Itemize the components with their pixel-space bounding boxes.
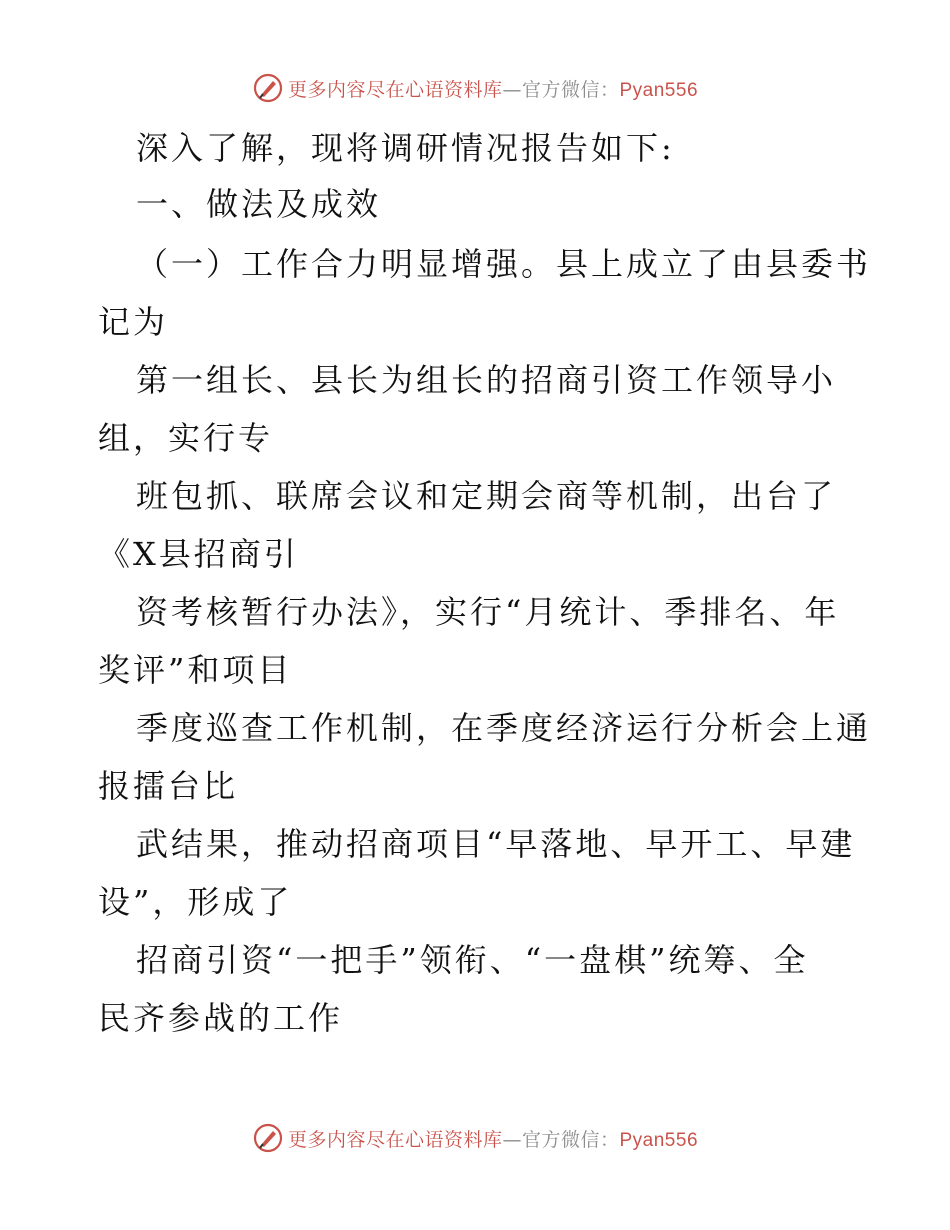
- body-line: 深入了解，现将调研情况报告如下:: [136, 129, 675, 167]
- watermark-site: 更多内容尽在心语资料库: [287, 78, 503, 101]
- body-line: 民齐参战的工作: [98, 999, 344, 1037]
- body-line: （一）工作合力明显增强。县上成立了由县委书: [136, 245, 872, 283]
- body-line: 第一组长、县长为组长的招商引资工作领导小: [136, 361, 837, 399]
- watermark-text: [288, 1125, 698, 1152]
- quill-logo-icon: [252, 72, 284, 104]
- section-heading: 一、做法及成效: [136, 185, 382, 223]
- watermark-wechat-id: Pyan556: [619, 79, 699, 101]
- quill-logo-icon: [252, 1122, 284, 1154]
- body-line: 报擂台比: [98, 767, 239, 805]
- footer-watermark: [0, 1122, 950, 1154]
- watermark-text: [288, 75, 698, 102]
- body-line: 记为: [98, 303, 169, 341]
- body-line: 设”，形成了: [98, 883, 293, 921]
- body-line: 招商引资“一把手”领衔、“一盘棋”统筹、全: [136, 941, 809, 979]
- watermark-official-label: 官方微信：: [521, 78, 620, 101]
- watermark-wechat-id: Pyan556: [619, 1129, 699, 1151]
- header-watermark: [0, 72, 950, 104]
- watermark-dash: —: [502, 1128, 522, 1151]
- body-line: 班包抓、联席会议和定期会商等机制，出台了: [136, 477, 837, 515]
- body-line: 组，实行专: [98, 419, 274, 457]
- body-line: 季度巡查工作机制，在季度经济运行分析会上通: [136, 709, 872, 747]
- body-line: 资考核暂行办法》，实行“月统计、季排名、年: [136, 593, 840, 631]
- watermark-site: 更多内容尽在心语资料库: [287, 1128, 503, 1151]
- watermark-official-label: 官方微信：: [521, 1128, 620, 1151]
- watermark-dash: —: [502, 78, 522, 101]
- body-line: 奖评”和项目: [98, 651, 293, 689]
- body-line: 武结果，推动招商项目“早落地、早开工、早建: [136, 825, 856, 863]
- body-line: 《X县招商引: [98, 535, 299, 573]
